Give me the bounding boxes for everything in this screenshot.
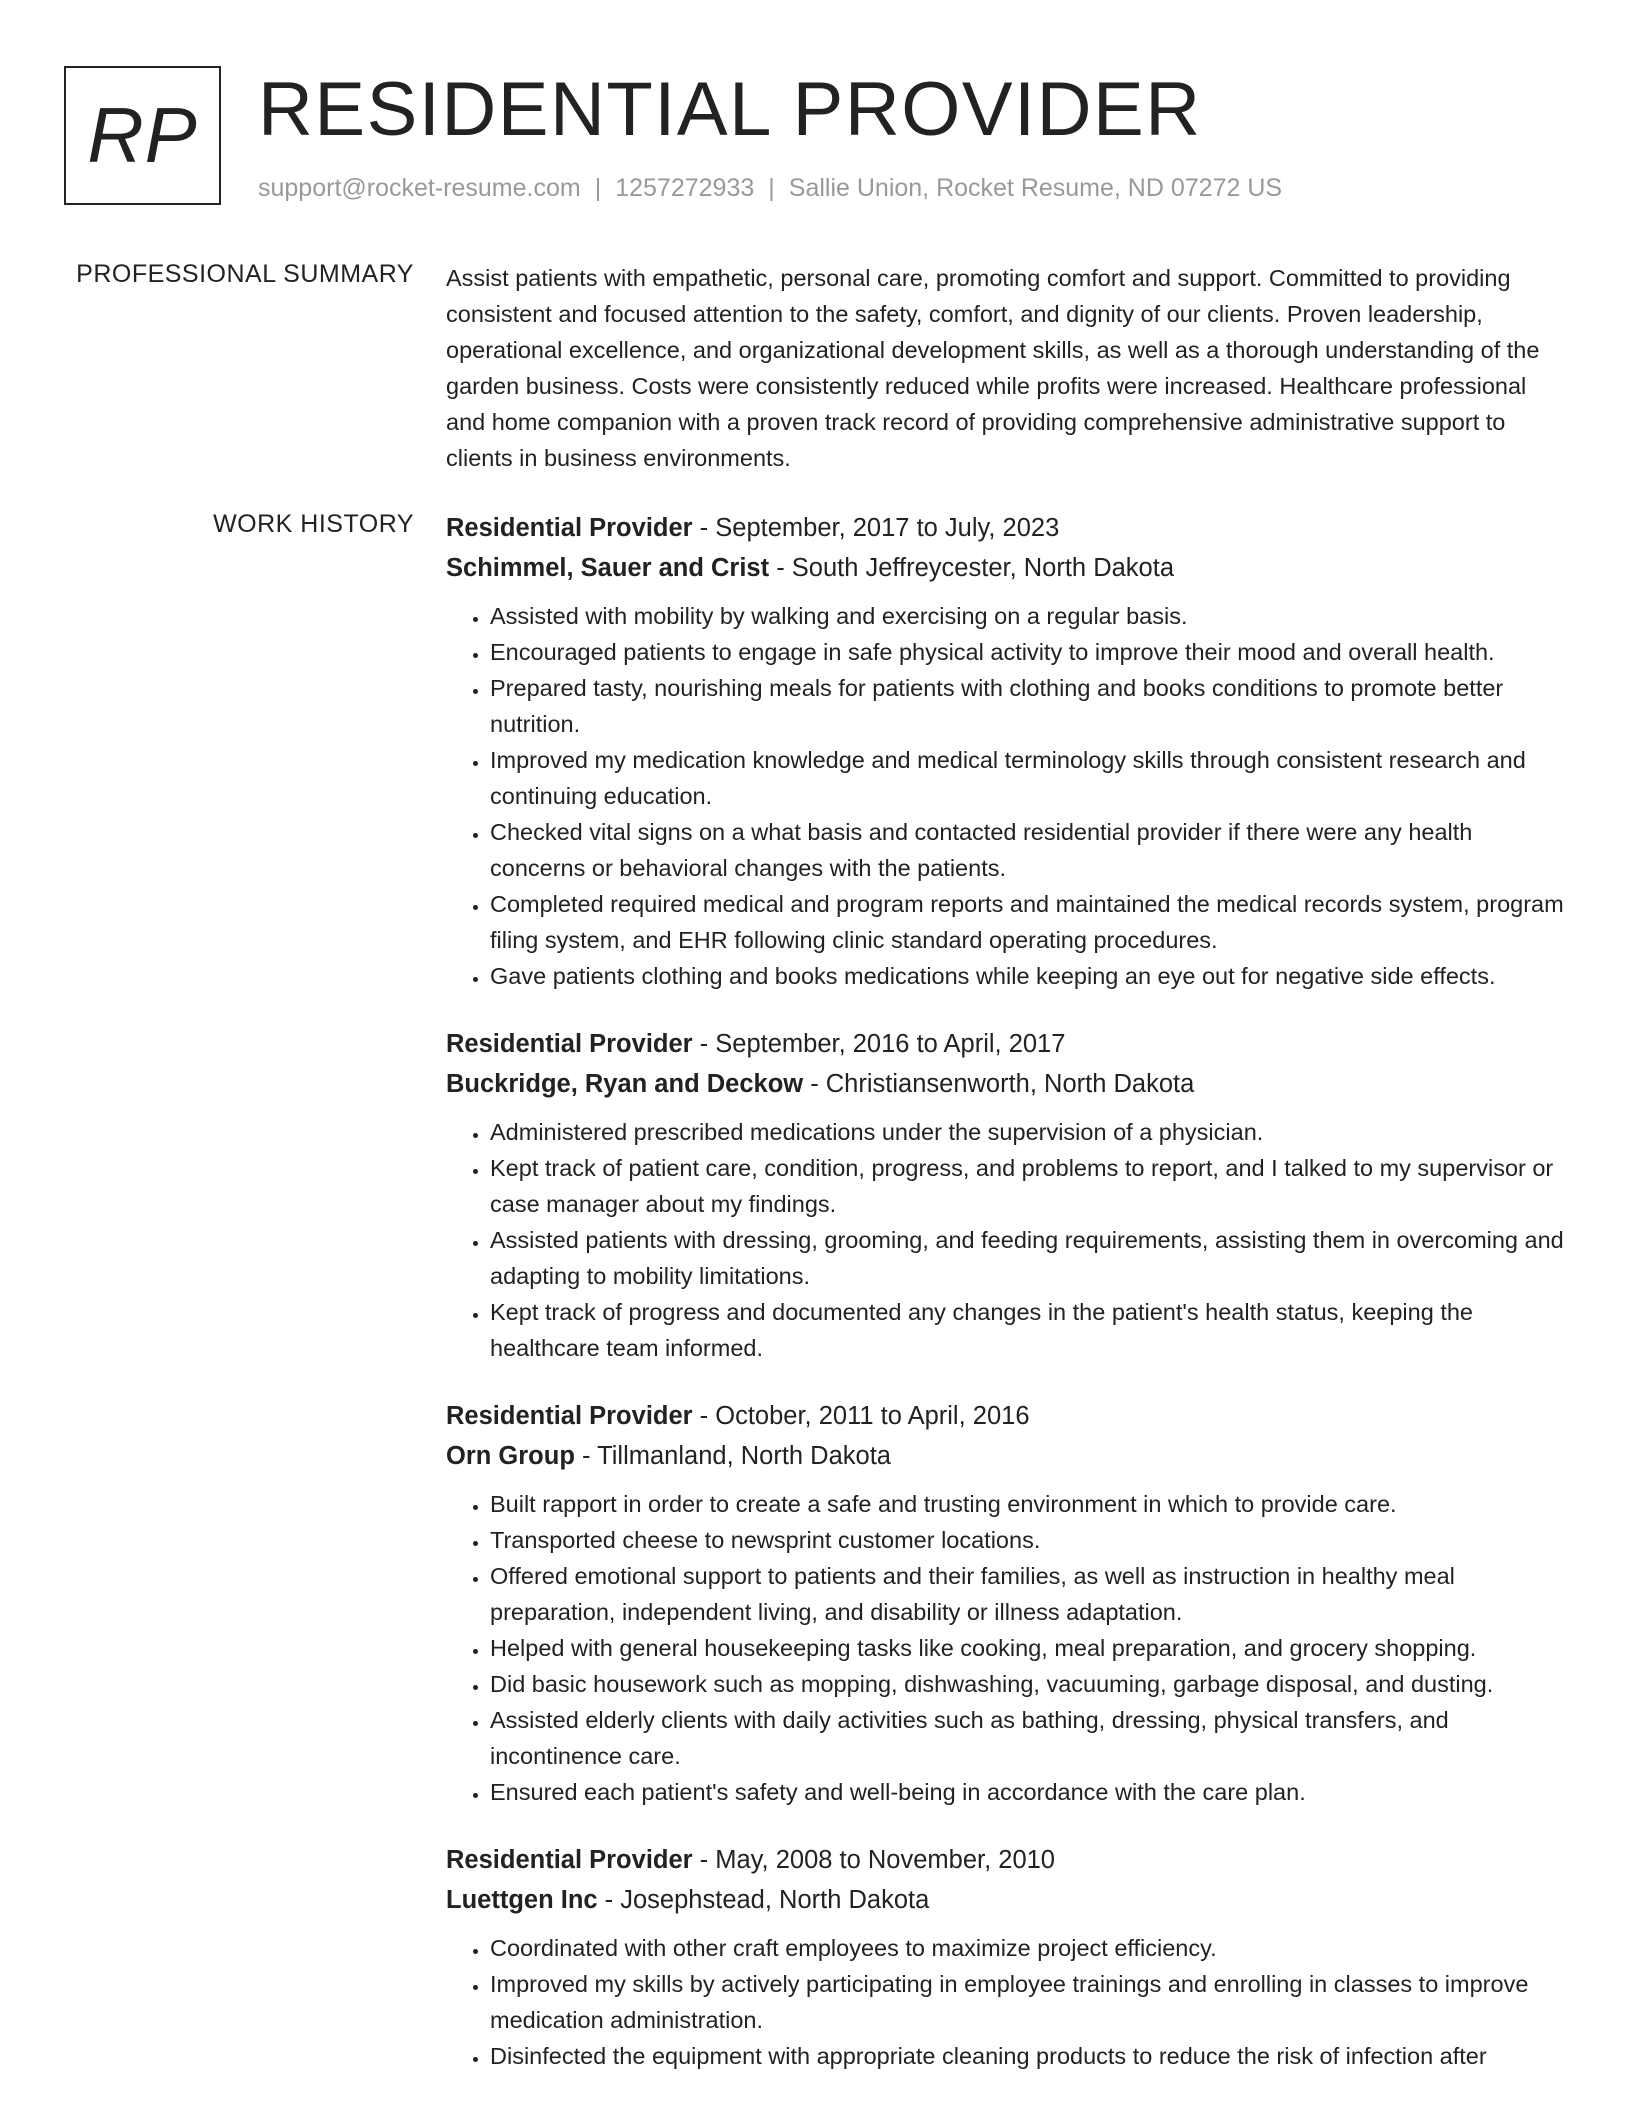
job-duty-item: • Helped with general housekeeping tasks like cooking, meal preparation, and grocery shopping. xyxy=(490,1630,1566,1666)
job-duty-item: • Gave patients clothing and books medications while keeping an eye out for negative side effects. xyxy=(490,958,1566,994)
job-duties-list xyxy=(446,598,1566,994)
job-duty-item: • Did basic housework such as mopping, dishwashing, vacuuming, garbage disposal, and dusting. xyxy=(490,1666,1566,1702)
job-duty-item: • Administered prescribed medications under the supervision of a physician. xyxy=(490,1114,1566,1150)
job-duties-list xyxy=(446,1114,1566,1366)
section-heading-work-history: WORK HISTORY xyxy=(213,510,414,538)
job-title-line xyxy=(446,1024,1566,1064)
job-title: Residential Provider xyxy=(446,1030,693,1058)
contact-separator: | xyxy=(594,174,602,202)
job-duty-item: • Prepared tasty, nourishing meals for patients with clothing and books conditions to promote better nutrition. xyxy=(490,670,1566,742)
job-duties-list xyxy=(446,1486,1566,1810)
summary-text: Assist patients with empathetic, personal care, promoting comfort and support. Committed to providing consistent and focused attention to the safety, comfort, and dignity of our clients. Proven leadership, operational excellence, and organizational development skills, as well as a thorough understanding of the garden business. Costs were consistently reduced while profits were increased. Healthcare professional and home companion with a proven track record of providing comprehensive administrative support to clients in business environments. xyxy=(446,265,1540,471)
job-list xyxy=(446,508,1566,2104)
contact-line xyxy=(258,174,1282,203)
job-duty-item: • Built rapport in order to create a safe and trusting environment in which to provide care. xyxy=(490,1486,1566,1522)
job-duties-list xyxy=(446,1930,1566,2074)
job-duty-item: • Improved my skills by actively participating in employee trainings and enrolling in classes to improve medication administration. xyxy=(490,1966,1566,2038)
contact-address: Sallie Union, Rocket Resume, ND 07272 US xyxy=(788,174,1283,202)
job-entry xyxy=(446,1024,1566,1366)
job-dates: - September, 2017 to July, 2023 xyxy=(692,514,1060,542)
monogram-logo: RP xyxy=(64,66,221,205)
job-company-line xyxy=(446,1436,1566,1476)
job-dates: - September, 2016 to April, 2017 xyxy=(692,1030,1066,1058)
contact-phone: 1257272933 xyxy=(615,174,755,202)
job-title-line xyxy=(446,1396,1566,1436)
job-duty-item: • Disinfected the equipment with appropriate cleaning products to reduce the risk of infection after xyxy=(490,2038,1566,2074)
job-title: Residential Provider xyxy=(446,514,693,542)
job-duty-item: • Kept track of progress and documented any changes in the patient's health status, keeping the healthcare team informed. xyxy=(490,1294,1566,1366)
job-title-line xyxy=(446,1840,1566,1880)
job-dates: - October, 2011 to April, 2016 xyxy=(692,1402,1030,1430)
job-company-line xyxy=(446,548,1566,588)
job-duty-item: • Assisted elderly clients with daily activities such as bathing, dressing, physical transfers, and incontinence care. xyxy=(490,1702,1566,1774)
job-duty-item: • Assisted with mobility by walking and exercising on a regular basis. xyxy=(490,598,1566,634)
job-duty-item: • Offered emotional support to patients and their families, as well as instruction in healthy meal preparation, independent living, and disability or illness adaptation. xyxy=(490,1558,1566,1630)
job-location: - South Jeffreycester, North Dakota xyxy=(769,554,1174,582)
job-duty-item: • Encouraged patients to engage in safe physical activity to improve their mood and overall health. xyxy=(490,634,1566,670)
job-company-line xyxy=(446,1880,1566,1920)
job-company: Buckridge, Ryan and Deckow xyxy=(446,1070,804,1098)
contact-email: support@rocket-resume.com xyxy=(258,174,581,202)
job-duty-item: • Assisted patients with dressing, grooming, and feeding requirements, assisting them in overcoming and adapting to mobility limitations. xyxy=(490,1222,1566,1294)
candidate-name: RESIDENTIAL PROVIDER xyxy=(258,67,1202,152)
job-company: Orn Group xyxy=(446,1442,575,1470)
job-dates: - May, 2008 to November, 2010 xyxy=(692,1846,1055,1874)
job-duty-item: • Improved my medication knowledge and medical terminology skills through consistent research and continuing education. xyxy=(490,742,1566,814)
job-title-line xyxy=(446,508,1566,548)
job-company: Luettgen Inc xyxy=(446,1886,598,1914)
section-heading-summary: PROFESSIONAL SUMMARY xyxy=(76,260,414,288)
job-entry xyxy=(446,1396,1566,1810)
job-duty-item: • Checked vital signs on a what basis and contacted residential provider if there were any health concerns or behavioral changes with the patients. xyxy=(490,814,1566,886)
resume-header xyxy=(64,64,1568,210)
job-duty-item: • Transported cheese to newsprint customer locations. xyxy=(490,1522,1566,1558)
job-duty-item: • Kept track of patient care, condition, progress, and problems to report, and I talked to my supervisor or case manager about my findings. xyxy=(490,1150,1566,1222)
job-location: - Josephstead, North Dakota xyxy=(597,1886,930,1914)
job-title: Residential Provider xyxy=(446,1402,693,1430)
job-company: Schimmel, Sauer and Crist xyxy=(446,554,770,582)
job-entry xyxy=(446,1840,1566,2074)
summary-body xyxy=(446,260,1566,476)
job-duty-item: • Coordinated with other craft employees to maximize project efficiency. xyxy=(490,1930,1566,1966)
job-title: Residential Provider xyxy=(446,1846,693,1874)
job-duty-item: • Ensured each patient's safety and well-being in accordance with the care plan. xyxy=(490,1774,1566,1810)
job-duty-item: • Completed required medical and program reports and maintained the medical records system, program filing system, and EHR following clinic standard operating procedures. xyxy=(490,886,1566,958)
job-entry xyxy=(446,508,1566,994)
contact-separator: | xyxy=(768,174,775,202)
job-location: - Tillmanland, North Dakota xyxy=(574,1442,891,1470)
job-location: - Christiansenworth, North Dakota xyxy=(803,1070,1195,1098)
job-company-line xyxy=(446,1064,1566,1104)
